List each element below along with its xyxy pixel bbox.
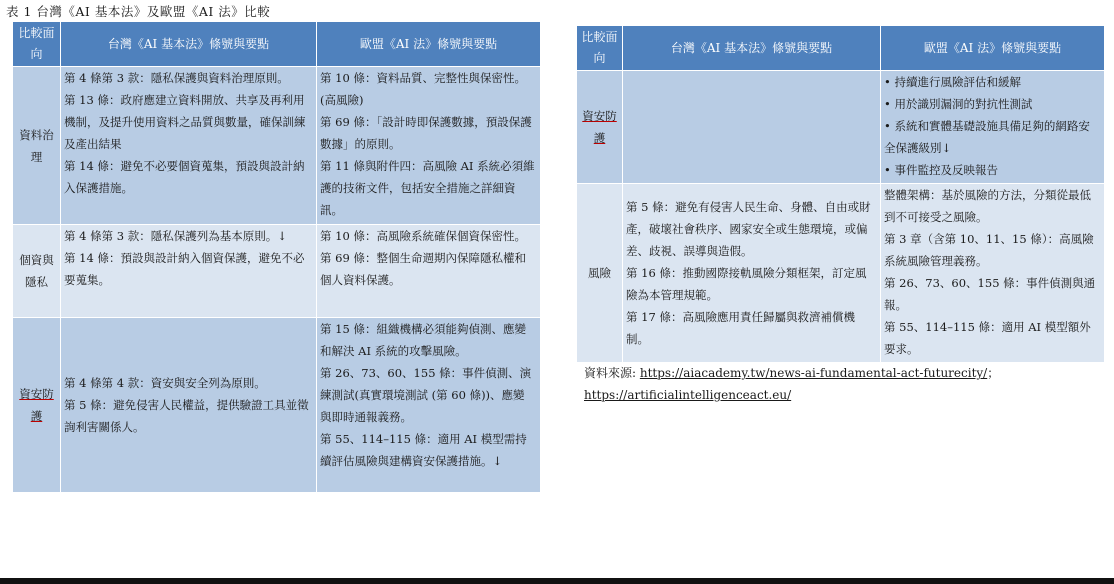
source-label: 資料來源: (584, 366, 640, 380)
cell-text: 第 4 條第 4 款：資安與安全列為原則。 (64, 376, 266, 390)
cell-text: • 用於識別漏洞的對抗性測試 (884, 97, 1033, 111)
comparison-table-left (12, 21, 541, 493)
comparison-table-right (576, 25, 1105, 363)
cell-text: 第 26、73、60、155 條：事件偵測與通報。 (884, 276, 1096, 312)
eu-cell (317, 318, 541, 493)
cell-text: 第 69 條：「設計時即保護數據，預設保護數據」的原則。 (320, 115, 532, 151)
cell-text: 第 10 條：資料品質、完整性與保密性。(高風險) (320, 71, 526, 107)
cell-text: 第 55、114–115 條：適用 AI 模型需持續評估風險與建構資安保護措施。↓ (320, 432, 527, 468)
source-link-eu-ai-act[interactable]: https://artificialintelligenceact.eu/ (584, 388, 792, 402)
cell-text: 第 14 條：預設與設計納入個資保護，避免不必要蒐集。 (64, 251, 305, 287)
section-label (577, 71, 623, 184)
table-row (13, 225, 541, 318)
header-aspect: 比較面向 (13, 22, 61, 67)
header-row (13, 22, 541, 67)
header-row (577, 26, 1105, 71)
cell-text: 第 5 條：避免侵害人民權益，提供驗證工具並徵詢利害關係人。 (64, 398, 309, 434)
cell-text: 第 55、114–115 條：適用 AI 模型額外要求。 (884, 320, 1091, 356)
section-label: 資料治理 (13, 67, 61, 225)
cell-text: 第 4 條第 3 款：隱私保護與資料治理原則。 (64, 71, 289, 85)
section-label: 風險 (577, 184, 623, 363)
header-taiwan: 台灣《AI 基本法》條號與要點 (623, 26, 881, 71)
header-taiwan: 台灣《AI 基本法》條號與要點 (61, 22, 317, 67)
section-label (13, 318, 61, 493)
taiwan-cell-empty (623, 71, 881, 184)
source-note (584, 362, 999, 406)
eu-cell (881, 184, 1105, 363)
cell-text: 第 3 章（含第 10、11、15 條）：高風險系統風險管理義務。 (884, 232, 1094, 268)
header-aspect: 比較面向 (577, 26, 623, 71)
header-eu: 歐盟《AI 法》條號與要點 (317, 22, 541, 67)
table-row (577, 71, 1105, 184)
eu-cell (881, 71, 1105, 184)
source-separator: ； (987, 366, 1000, 380)
taiwan-cell (61, 225, 317, 318)
table-row (577, 184, 1105, 363)
cell-text: 第 69 條：整個生命週期內保障隱私權和個人資料保護。 (320, 251, 526, 287)
cell-text: 第 15 條：組織機構必須能夠偵測、應變和解決 AI 系統的攻擊風險。 (320, 322, 526, 358)
cell-text: • 事件監控及反映報告 (884, 163, 998, 177)
cell-text: 第 13 條：政府應建立資料開放、共享及再利用機制，及提升使用資料之品質與數量，確保訓練及產出結果 (64, 93, 306, 151)
cell-text: 第 4 條第 3 款：隱私保護列為基本原則。↓ (64, 229, 287, 243)
table-caption: 表 1 台灣《AI 基本法》及歐盟《AI 法》比較 (6, 4, 271, 19)
bottom-divider (0, 578, 1114, 584)
taiwan-cell (623, 184, 881, 363)
section-label-text: 資安防護 (582, 109, 617, 145)
cell-text: 第 14 條：避免不必要個資蒐集，預設與設計納入保護措施。 (64, 159, 305, 195)
cell-text: • 系統和實體基礎設施具備足夠的網路安全保護級別↓ (884, 119, 1090, 155)
cell-text: 第 17 條：高風險應用責任歸屬與救濟補償機制。 (626, 310, 855, 346)
cell-text: 整體架構：基於風險的方法，分類從最低到不可接受之風險。 (884, 188, 1091, 224)
section-label-text: 資安防護 (19, 387, 54, 423)
table-row (13, 318, 541, 493)
cell-text: 第 16 條：推動國際接軌風險分類框架，訂定風險為本管理規範。 (626, 266, 867, 302)
table-row (13, 67, 541, 225)
taiwan-cell (61, 318, 317, 493)
taiwan-cell (61, 67, 317, 225)
cell-text: 第 5 條：避免有侵害人民生命、身體、自由或財產，破壞社會秩序、國家安全或生態環境，或偏差、歧視、誤導與造假。 (626, 200, 871, 258)
eu-cell (317, 225, 541, 318)
section-label: 個資與隱私 (13, 225, 61, 318)
cell-text: • 持續進行風險評估和緩解 (884, 75, 1021, 89)
cell-text: 第 11 條與附件四：高風險 AI 系統必須維護的技術文件，包括安全措施之詳細資訊。 (320, 159, 535, 217)
source-link-aiacademy[interactable]: https://aiacademy.tw/news-ai-fundamental-act-futurecity/ (639, 366, 988, 380)
eu-cell (317, 67, 541, 225)
cell-text: 第 26、73、60、155 條：事件偵測、演練測試(真實環境測試 (第 60 條))、應變與即時通報義務。 (320, 366, 532, 424)
header-eu: 歐盟《AI 法》條號與要點 (881, 26, 1105, 71)
cell-text: 第 10 條：高風險系統確保個資保密性。 (320, 229, 526, 243)
